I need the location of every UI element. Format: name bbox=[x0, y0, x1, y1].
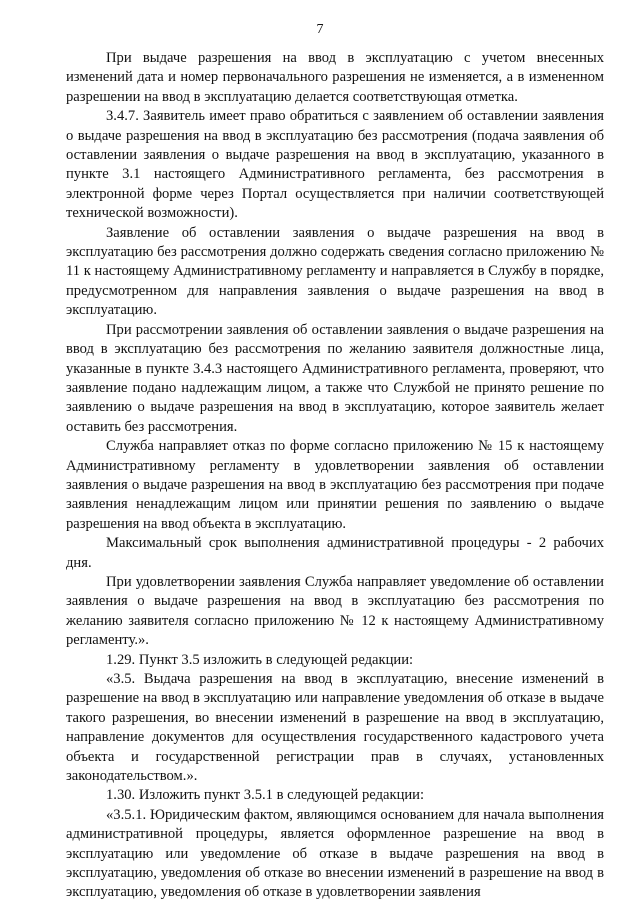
paragraph-max-duration: Максимальный срок выполнения административной процедуры - 2 рабочих дня. bbox=[66, 535, 604, 571]
paragraph-withdrawal-review: При рассмотрении заявления об оставлении заявления о выдаче разрешения на ввод в эксплуатацию без рассмотрения по желанию заявителя должностные лица, указанные в пункте 3.4.3 настоящего Административного регламента, проверяют, что заявление подано надлежащим лицом, а также что Службой не принято решение по заявлению о выдаче разрешения на ввод в эксплуатацию, которое заявитель желает оставить без рассмотрения. bbox=[66, 321, 604, 435]
paragraph-3-4-7: 3.4.7. Заявитель имеет право обратиться с заявлением об оставлении заявления о выдаче разрешения на ввод в эксплуатацию без рассмотрения (подача заявления об оставлении заявления о выдаче разрешения на ввод в эксплуатацию, указанного в пункте 3.1 настоящего Административного регламента, без рассмотрения в электронной форме через Портал осуществляется при наличии соответствующей технической возможности). bbox=[66, 108, 604, 222]
paragraph-3-5: «3.5. Выдача разрешения на ввод в эксплуатацию, внесение изменений в разрешение на ввод в эксплуатацию или направление уведомления об отказе в выдаче такого разрешения, во внесении изменений в разрешение на ввод в эксплуатацию, направление документов для осуществления государственного кадастрового учета объекта и государственной регистрации прав в случаях, установленных законодательством.». bbox=[66, 671, 604, 785]
paragraph-service-refusal: Служба направляет отказ по форме согласно приложению № 15 к настоящему Административному регламенту в удовлетворении заявления об оставлении заявления о выдаче разрешения на ввод в эксплуатацию без рассмотрения при подаче заявления ненадлежащим лицом или принятии решения по заявлению о выдаче разрешения на ввод объекта в эксплуатацию. bbox=[66, 438, 604, 532]
paragraph-1-30: 1.30. Изложить пункт 3.5.1 в следующей редакции: bbox=[106, 787, 425, 804]
document-body bbox=[66, 49, 604, 903]
paragraph-1-29: 1.29. Пункт 3.5 изложить в следующей редакции: bbox=[106, 651, 414, 668]
paragraph-3-5-1: «3.5.1. Юридическим фактом, являющимся основанием для начала выполнения административной процедуры, является оформленное разрешение на ввод в эксплуатацию или уведомление об отказе в выдаче разрешения на ввод в эксплуатацию, уведомления об отказе во внесении изменений в разрешение на ввод в эксплуатацию, уведомления об отказе в удовлетворении заявления bbox=[66, 806, 604, 901]
paragraph-withdrawal-application-content: Заявление об оставлении заявления о выдаче разрешения на ввод в эксплуатацию без рассмотрения должно содержать сведения согласно приложению № 11 к настоящему Административному регламенту и направляется в Службу в порядке, предусмотренном для направления заявления о выдаче разрешения на ввод в эксплуатацию. bbox=[66, 224, 604, 319]
paragraph-amended-permit-note: При выдаче разрешения на ввод в эксплуатацию с учетом внесенных изменений дата и номер первоначального разрешения не изменяется, а в измененном разрешении на ввод в эксплуатацию делается соответствующая отметка. bbox=[66, 50, 604, 105]
paragraph-satisfaction-notice: При удовлетворении заявления Служба направляет уведомление об оставлении заявления о выдаче разрешения на ввод в эксплуатацию без рассмотрения по желанию заявителя согласно приложению № 12 к настоящему Административному регламенту.». bbox=[66, 573, 604, 649]
page-number: 7 bbox=[316, 22, 324, 37]
